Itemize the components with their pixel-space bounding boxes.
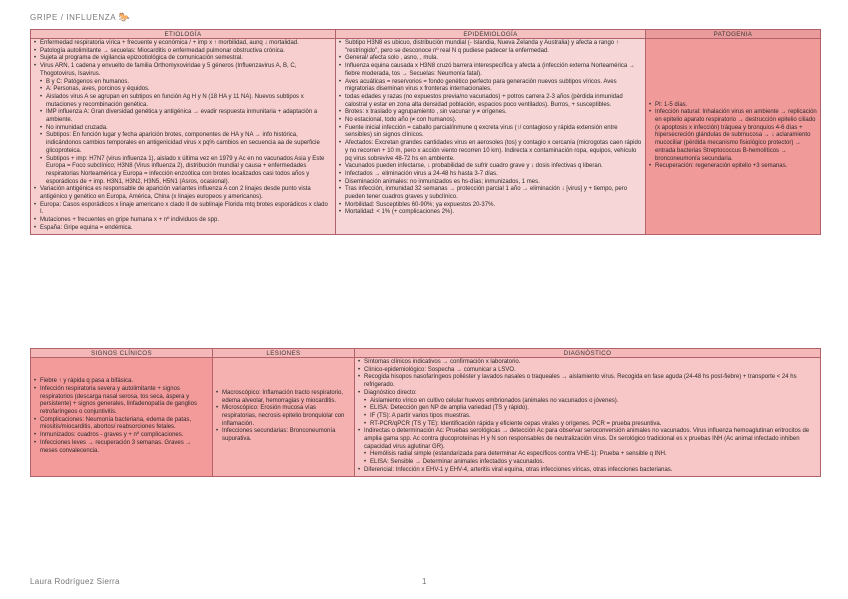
- list-item: • IMP influenza A: Gran diversidad genética y antigénica → evadir respuesta inmunitaria + adaptación a ambiente.: [34, 109, 332, 124]
- list-item: • Europa: Casos esporádicos x linaje americano x clado II de sublinaje Florida mtq brotes esporádicos x clado I.: [34, 202, 332, 217]
- horse-icon: 🐎: [118, 12, 131, 22]
- list-item: • Macroscópico: Inflamación tracto respiratorio, edema alveolar, hemorragias y miocarditis.: [216, 390, 351, 405]
- etiologia-list: [34, 40, 332, 233]
- epidemiologia-cell: [336, 39, 646, 235]
- diagnostico-header: DIAGNÓSTICO: [355, 349, 821, 358]
- signos-list: [34, 378, 209, 455]
- list-item: • Indirectas o determinación Ac: Pruebas serológicas → detección Ac para observar seroconversión animales no vacunados. Virus influenza hemoaglutinan eritrocitos de amplia gama spp. Ac contra glucoproteínas H y N son responsables de neutralización virus. Dx serológico tradicional es x pruebas INH (Ac animal infectado inhiben capacidad virus aglutinar GR).: [358, 428, 817, 451]
- patogenia-header: PATOGENIA: [646, 30, 821, 39]
- lesiones-cell: [213, 358, 355, 477]
- list-item: • Influenza equina causada x H3N8 cruzó barrera interespecífica y afecta a (infección externa Norteamérica → fiebre moderada, tos → Secuelas: Neumonía fatal).: [339, 63, 642, 78]
- list-item: • Infectados → eliminación virus a 24-48 hs hasta 3-7 días.: [339, 171, 642, 179]
- etiologia-cell: [31, 39, 336, 235]
- etiologia-header: ETIOLOGÍA: [31, 30, 336, 39]
- list-item: • Fiebre ↑ y rápida q pasa a bifásica.: [34, 378, 209, 386]
- list-item: • Mutaciones + frecuentes en gripe humana x + nº individuos de spp.: [34, 217, 332, 225]
- list-item: • Aislamiento vírico en cultivo celular huevos embrionados (animales no vacunados o jóvenes).: [358, 398, 817, 406]
- page-title-text: GRIPE / INFLUENZA: [30, 13, 116, 22]
- list-item: • General/ afecta solo , asno, , mula.: [339, 55, 642, 63]
- list-item: • A: Personas, aves, porcinos y équidos.: [34, 86, 332, 94]
- list-item: • Fuente inicial infección = caballo parcial/inmune q excreta virus (↑/ contagioso y rápida extensión entre sensibles) sin signos clínicos.: [339, 125, 642, 140]
- list-item: • Virus ARN, 1 cadena y envuelto de familia Orthomyxoviridae y 5 géneros (Influenzavirus A, B, C, Thogotovirus, Isavirus.: [34, 63, 332, 78]
- list-item: • todas edades y razas (no expuestos previa/no vacunados) + potros carrera 2-3 años (pérdida inmunidad calostral y estar en zona alta densidad población, espacios poco ventilados). Burros, + susceptibles.: [339, 94, 642, 109]
- list-item: • Sujeta al programa de vigilancia epizootiológica de comunicación semestral.: [34, 55, 332, 63]
- list-item: • Recogida hisopos nasofaríngeos poliéster y lavados nasales o traqueales → aislamiento virus. Recogida en fase aguda (24-48 hs post-fiebre) + transporte < 24 hs refrigerado.: [358, 374, 817, 389]
- lesiones-header: LESIONES: [213, 349, 355, 358]
- list-item: • Subtipos + imp: H7N7 (virus influenza 1), aislado x última vez en 1979 y Ac en no vacunados Asia y Este Europa = Foco subclínico; H3N8 (Virus influenza 2), distribución mundial y causa + enfermedades respiratorias Norteamérica y Europa = infección enzoótica con brotes localizados casi todos años y esporádicos de + imp. H3N1, H3N2, H3N5, H5N1 (Asros, ocasional).: [34, 156, 332, 187]
- list-item: • PI: 1-5 días.: [649, 102, 817, 110]
- list-item: • Infecciones leves → recuperación 3 semanas. Graves → meses convalecencia.: [34, 440, 209, 455]
- top-table-header-row: [31, 30, 821, 39]
- list-item: • Vacunados pueden infectarse, ↓ probabilidad de sufrir cuadro grave y ↓ dosis infectivas q liberan.: [339, 163, 642, 171]
- list-item: • Subtipo H3N8 es ubicuo, distribución mundial (- Islandia, Nueva Zelanda y Australia) y afecta a rango ↑ "restringido", pero se desconoce nº real N q pudiese padecer la enfermedad.: [339, 40, 642, 55]
- list-item: • Enfermedad respiratoria vírica + frecuente y económica / + imp x ↑ morbilidad, aunq ↓ mortalidad.: [34, 40, 332, 48]
- list-item: • No inmunidad cruzada.: [34, 125, 332, 133]
- list-item: • Aislados virus A se agrupan en subtipos en función Ag H y N (18 HA y 11 NA). Nuevos subtipos x mutaciones y recombinación genética.: [34, 94, 332, 109]
- footer-author: Laura Rodríguez Sierra: [30, 577, 120, 586]
- list-item: • Complicaciones: Neumonía bacteriana, edema de patas, miositis/miocarditis, abortos/ reabsorciones fetales.: [34, 417, 209, 432]
- list-item: • Patología autolimitante → secuelas: Miocarditis o enfermedad pulmonar obstructiva crónica.: [34, 48, 332, 56]
- list-item: • ELISA: Sensible → Determinar animales infectados y vacunados.: [358, 459, 817, 467]
- bottom-table: [30, 348, 821, 477]
- list-item: • ELISA: Detección gen NP de amplia variedad (TS y rápido).: [358, 405, 817, 413]
- top-table: [30, 29, 821, 235]
- list-item: • Infecciones secundarias: Bronconeumonía supurativa.: [216, 428, 351, 443]
- list-item: • No estacional, todo año (≠ con humanos).: [339, 117, 642, 125]
- list-item: • Afectados: Excretan grandes cantidades virus en aerosoles (tos) y contagio x cercanía (microgotas caen rápido y no recorren + 10 m, pero x acción viento recorren 10 km). Indirecta x contaminación ropa, equipos, vehículo pq virus sobrevive 48-72 hs en ambiente.: [339, 140, 642, 163]
- epidemiologia-list: [339, 40, 642, 217]
- lesiones-list: [216, 390, 351, 444]
- list-item: • Infección natural: Inhalación virus en ambiente → replicación en epitelio aparato respiratorio → destrucción epitelio ciliado (x apoptosis x infección) tráquea y bronquios 4-6 días + hipersecreción glándulas de submucosa → ↓ aclaramiento mucociliar (pérdida mecanismo fisiológico protector) → entrada bacterias Streptococcus B-hemolíticos → bronconeumonía secundaria.: [649, 109, 817, 163]
- list-item: • Diseminación animales: no inmunizados es hs-días; inmunizados, 1 mes.: [339, 179, 642, 187]
- list-item: • Microscópico: Erosión mucosa vías respiratorias, necrosis epitelio bronquiolar con inflamación.: [216, 405, 351, 428]
- signos-header: SIGNOS CLÍNICOS: [31, 349, 213, 358]
- list-item: • Diagnóstico directo:: [358, 390, 817, 398]
- list-item: • Subtipos: En función lugar y fecha aparición brotes, componentes de HA y NA → info histórica, indicándonos cambios temporales en antigenicidad virus x pq% cambios en secuencia aa de superficie glicoproteica.: [34, 132, 332, 155]
- list-item: • B y C: Patógenos en humanos.: [34, 79, 332, 87]
- list-item: • España: Gripe equina = endémica.: [34, 225, 332, 233]
- bottom-table-body-row: [31, 358, 821, 477]
- list-item: • IF (TS): A partir varios tipos muestras.: [358, 413, 817, 421]
- diagnostico-cell: [355, 358, 821, 477]
- list-item: • RT-PCR/qPCR (TS y TE): Identificación rápida y eficiente cepas virales y orígenes. PCR = prueba presuntiva.: [358, 421, 817, 429]
- list-item: • Mortalidad: < 1% (+ complicaciones 2%).: [339, 209, 642, 217]
- list-item: • Síntomas clínicos indicativos → confirmación x laboratorio.: [358, 359, 817, 367]
- list-item: • Recuperación: regeneración epitelio +3 semanas.: [649, 163, 817, 171]
- list-item: • Tras infección, inmunidad 32 semanas → protección parcial 1 año → eliminación ↓ [virus] y + tiempo, pero pueden tener cuadros graves y subclínico.: [339, 186, 642, 201]
- page-number: 1: [422, 577, 427, 586]
- diagnostico-list: [358, 359, 817, 475]
- list-item: • Diferencial: Infección x EHV-1 y EHV-4, arteritis viral equina, otras infecciones víricas, otras infecciones bacterianas.: [358, 467, 817, 475]
- list-item: • Inmunizados: cuadros - graves y + nº complicaciones.: [34, 432, 209, 440]
- list-item: • Brotes: x traslado y agrupamiento , sin vacunar y ≠ orígenes.: [339, 109, 642, 117]
- patogenia-cell: [646, 39, 821, 235]
- list-item: • Aves acuáticas = reservorios = fondo genético perfecto para generación nuevos subtipos víricos. Aves migratorias diseminan virus x fronteras internacionales.: [339, 79, 642, 94]
- top-table-body-row: [31, 39, 821, 235]
- bottom-table-header-row: [31, 349, 821, 358]
- list-item: • Variación antigénica es responsable de aparición variantes influenza A con 2 linajes desde punto vista antigénico y genético en Europa, América, China (x linajes europeos y americanos).: [34, 186, 332, 201]
- list-item: • Hemólisis radial simple (estandarizada para determinar Ac específicos contra VHE-1): Prueba + sensible q INH.: [358, 451, 817, 459]
- page-title: [30, 12, 130, 23]
- signos-cell: [31, 358, 213, 477]
- list-item: • Morbilidad: Susceptibles 60-90%; ya expuestos 20-37%.: [339, 202, 642, 210]
- list-item: • Clínico-epidemiológico: Sospecha → comunicar a LSVO.: [358, 367, 817, 375]
- patogenia-list: [649, 102, 817, 171]
- list-item: • Infección respiratoria severa y autolimitante + signos respiratorios (descarga nasal serosa, tos seca, áspera y persistente) + signos generales, linfadenopatía de ganglios retrofaríngeos o conjuntivitis.: [34, 386, 209, 417]
- epidemiologia-header: EPIDEMIOLOGÍA: [336, 30, 646, 39]
